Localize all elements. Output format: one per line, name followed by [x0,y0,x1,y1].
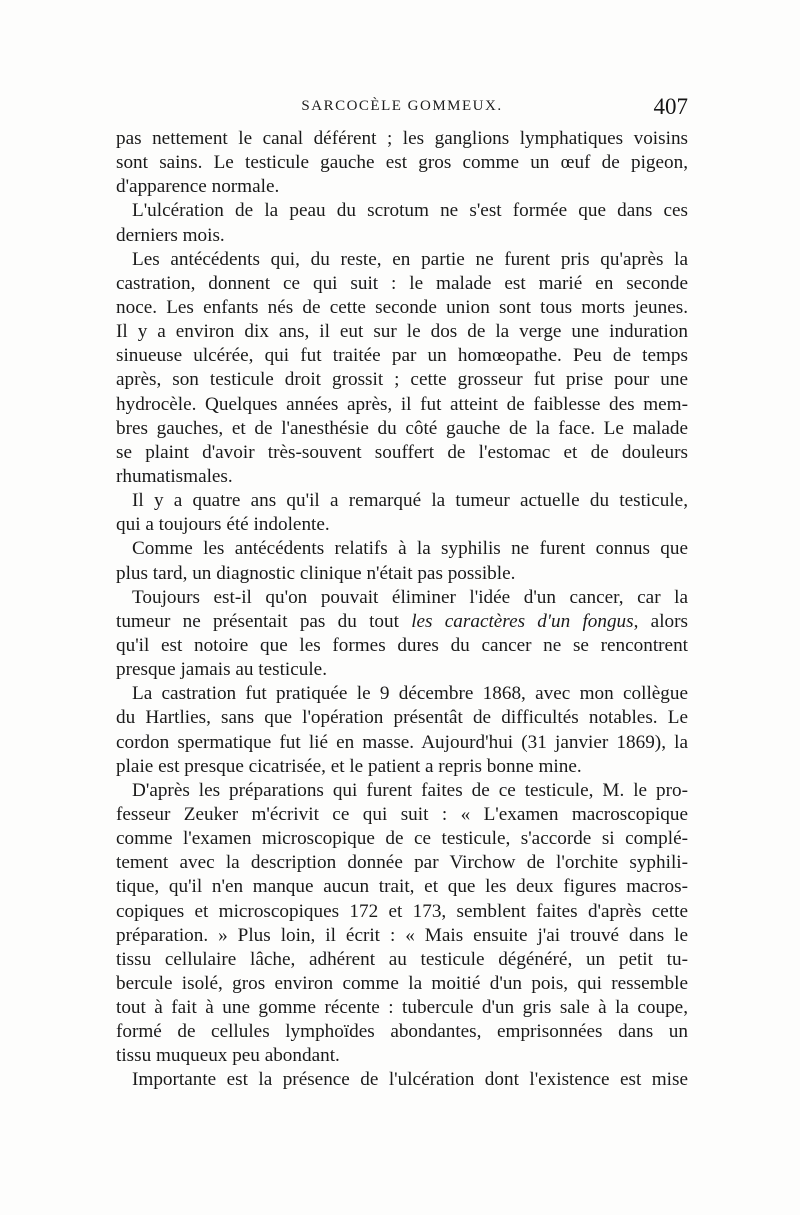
body-text [116,127,688,1093]
text-segment: tumeur ne présentait pas du tout [116,610,412,632]
text-line: copiques et microscopiques 172 et 173, semblent faites d'après cette [116,900,688,922]
text-line: préparation. » Plus loin, il écrit : « Mais ensuite j'ai trouvé dans le [116,924,688,946]
text-line: La castration fut pratiquée le 9 décembre 1868, avec mon collègue [132,683,688,705]
italic-phrase: les caractères d'un fongus [411,610,634,632]
text-line: Importante est la présence de l'ulcération dont l'existence est mise [132,1069,688,1091]
text-line: derniers mois. [116,224,225,246]
text-line: d'apparence normale. [116,176,280,198]
text-line: tissu muqueux peu abondant. [116,1045,340,1067]
page-header [116,96,688,122]
text-line: hydrocèle. Quelques années après, il fut atteint de faiblesse des mem- [116,393,688,415]
text-line: tissu cellulaire lâche, adhérent au testicule dégénéré, un petit tu- [116,948,688,970]
text-line: qui a toujours été indolente. [116,514,330,536]
text-line: Les antécédents qui, du reste, en partie ne furent pris qu'après la [132,248,688,270]
text-line: castration, donnent ce qui suit : le malade est marié en seconde [116,272,688,294]
text-line: sont sains. Le testicule gauche est gros comme un œuf de pigeon, [116,152,688,174]
text-line: bercule isolé, gros environ comme la moitié d'un pois, qui ressemble [116,972,688,994]
text-line: comme l'examen microscopique de ce testicule, s'accorde si complé- [116,828,688,850]
text-line: tement avec la description donnée par Virchow de l'orchite syphili- [116,852,688,874]
text-line: Il y a quatre ans qu'il a remarqué la tumeur actuelle du testicule, [132,490,688,512]
text-line: noce. Les enfants nés de cette seconde union sont tous morts jeunes. [116,296,688,318]
text-segment: , alors [633,610,688,632]
text-line: se plaint d'avoir très-souvent souffert de l'estomac et de douleurs [116,441,688,463]
page-number: 407 [653,94,688,119]
text-line: rhumatismales. [116,465,233,487]
text-line: tout à fait à une gomme récente : tubercule d'un gris sale à la coupe, [116,997,688,1019]
text-line: presque jamais au testicule. [116,659,327,681]
text-line: après, son testicule droit grossit ; cette grosseur fut prise pour une [116,369,688,391]
text-line [116,610,688,634]
text-line: sinueuse ulcérée, qui fut traitée par un homœopathe. Peu de temps [116,345,688,367]
text-line: plaie est presque cicatrisée, et le patient a repris bonne mine. [116,755,582,777]
text-line: Comme les antécédents relatifs à la syphilis ne furent connus que [132,538,688,560]
text-line: Il y a environ dix ans, il eut sur le dos de la verge une induration [116,321,688,343]
text-line: bres gauches, et de l'anesthésie du côté gauche de la face. Le malade [116,417,688,439]
text-line: qu'il est notoire que les formes dures du cancer ne se rencontrent [116,634,688,656]
text-line: L'ulcération de la peau du scrotum ne s'est formée que dans ces [132,200,688,222]
text-line: du Hartlies, sans que l'opération présentât de difficultés notables. Le [116,707,688,729]
text-line: D'après les préparations qui furent faites de ce testicule, M. le pro- [132,779,688,801]
text-line: formé de cellules lymphoïdes abondantes, emprisonnées dans un [116,1021,688,1043]
running-head: SARCOCÈLE GOMMEUX. [301,98,503,114]
text-line: Toujours est-il qu'on pouvait éliminer l'idée d'un cancer, car la [132,586,688,608]
text-line: pas nettement le canal déférent ; les ganglions lymphatiques voisins [116,128,688,149]
text-line: cordon spermatique fut lié en masse. Aujourd'hui (31 janvier 1869), la [116,731,688,753]
text-line: tique, qu'il n'en manque aucun trait, et que les deux figures macros- [116,876,688,898]
text-line: plus tard, un diagnostic clinique n'était pas possible. [116,562,516,584]
text-line: fesseur Zeuker m'écrivit ce qui suit : « L'examen macroscopique [116,803,688,825]
